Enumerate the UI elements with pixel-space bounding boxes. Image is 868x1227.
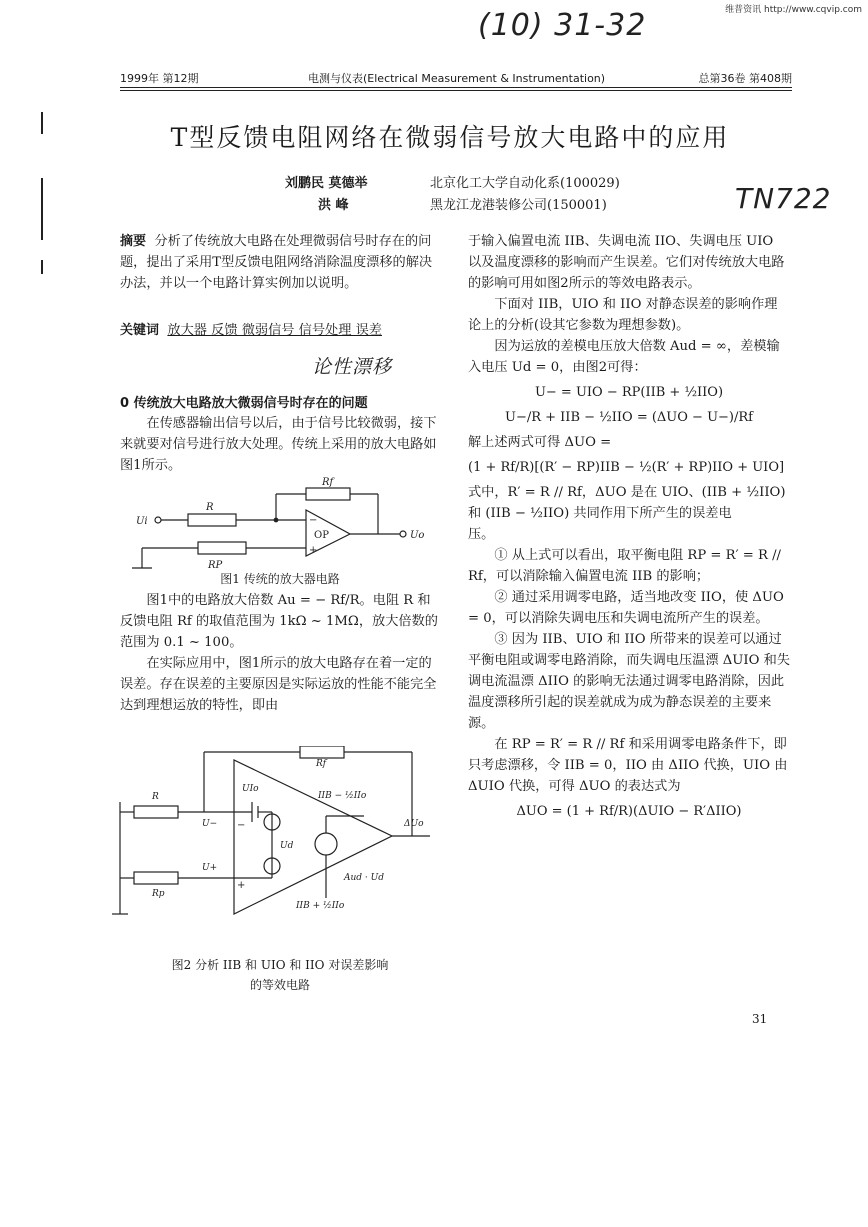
figure-2-caption-line2: 的等效电路 — [249, 978, 310, 992]
fig2-label-i-bot: IIB + ½IIo — [296, 901, 345, 911]
handwritten-page-ref: (10) 31-32 — [478, 8, 647, 43]
margin-mark — [41, 112, 43, 134]
paragraph: 下面对 IIB，UIO 和 IIO 对静态误差的影响作理论上的分析(设其它参数为理想参数)。 — [468, 297, 778, 333]
fig2-label-rp: Rp — [152, 889, 165, 899]
equation-3: (1 + Rf/R)[(R′ − RP)IIB − ½(R′ + RP)IIO + UIO] — [468, 460, 785, 475]
paragraph: 在传感器输出信号以后，由于信号比较微弱，接下来就要对信号进行放大处理。传统上采用的放大电路如图1所示。 — [120, 416, 437, 473]
list-item: ③ 因为 IIB、UIO 和 IIO 所带来的误差可以通过平衡电阻或调零电路消除，而失调电压温漂 ΔUIO 和失调电流温漂 ΔIIO 的影响无法通过调零电路消除，因此温度漂移所引起的误差就成为成为静态误差的主要来源。 — [468, 632, 790, 731]
fig2-label-uio: UIo — [242, 784, 259, 794]
left-body — [120, 590, 442, 716]
fig1-label-rf: Rf — [322, 477, 334, 488]
paragraph: 因为运放的差模电压放大倍数 Aud = ∞，差模输入电压 Ud = 0，由图2可得： — [468, 339, 780, 375]
header-rule — [120, 90, 792, 91]
paragraph: 图1中的电路放大倍数 Au = − Rf/R。电阻 R 和反馈电阻 Rf 的取值范围为 1kΩ ~ 1MΩ，放大倍数的范围为 0.1 ~ 100。 — [120, 593, 438, 650]
handwritten-note: 论性漂移 — [312, 356, 393, 378]
handwritten-class-code: TN722 — [735, 182, 832, 215]
author-affiliation-2: 黑龙江龙港装修公司(150001) — [430, 198, 607, 213]
page-number: 31 — [752, 1012, 768, 1026]
fig1-plus: + — [309, 545, 318, 556]
running-header — [120, 70, 792, 86]
abstract-text: 分析了传统放大电路在处理微弱信号时存在的问题，提出了采用T型反馈电阻网络消除温度漂移的解决办法，并以一个电路计算实例加以说明。 — [120, 234, 433, 291]
fig2-label-ud: Ud — [280, 841, 294, 851]
fig1-label-uo: Uo — [410, 530, 425, 541]
margin-mark — [41, 178, 43, 240]
paper-title: T型反馈电阻网络在微弱信号放大电路中的应用 — [170, 123, 730, 152]
paragraph: 于输入偏置电流 IIB、失调电流 IIO、失调电压 UIO 以及温度漂移的影响而产生误差。它们对传统放大电路的影响可用如图2所示的等效电路表示。 — [468, 234, 785, 291]
figure-2-caption — [120, 955, 440, 995]
list-item: ① 从上式可以看出，取平衡电阻 RP = R′ = R // Rf，可以消除输入偏置电流 IIB 的影响； — [468, 548, 781, 584]
paragraph: 和 (IIB − ½IIO) 共同作用下所产生的误差电 — [468, 506, 732, 521]
fig2-label-rf: Rf — [316, 759, 327, 769]
keywords-label: 关键词 — [120, 323, 160, 338]
fig1-label-r: R — [206, 502, 214, 513]
figure-2-equivalent-circuit — [112, 746, 442, 926]
fig1-minus: − — [309, 515, 318, 526]
watermark: 维普资讯 http://www.cqvip.com — [725, 5, 862, 15]
fig1-label-rp: RP — [208, 560, 223, 571]
fig2-minus: − — [237, 820, 246, 831]
header-volume: 总第36卷 第408期 — [698, 72, 792, 85]
header-rule — [120, 87, 792, 88]
equation-1: U− = UIO − RP(IIB + ½IIO) — [534, 385, 724, 400]
paragraph: 式中，R′ = R // Rf，ΔUO 是在 UIO、(IIB + ½IIO) — [468, 485, 786, 500]
fig1-label-op: OP — [314, 530, 329, 541]
right-column — [468, 231, 790, 826]
header-issue: 1999年 第12期 — [120, 72, 199, 85]
fig2-label-i-top: IIB − ½IIo — [318, 791, 367, 801]
abstract-label: 摘要 — [120, 234, 147, 249]
fig2-label-u-plus: U+ — [202, 863, 218, 873]
fig2-label-duo: ΔUo — [404, 819, 424, 829]
margin-mark — [41, 260, 43, 274]
section-heading: 0 传统放大电路放大微弱信号时存在的问题 — [120, 396, 368, 411]
equation-2: U−/R + IIB − ½IIO = (ΔUO − U−)/Rf — [505, 410, 753, 425]
list-item: ② 通过采用调零电路，适当地改变 IIO，使 ΔUO = 0，可以消除失调电压和失调电流所产生的误差。 — [468, 590, 784, 626]
paragraph: 压。 — [468, 527, 495, 542]
paragraph: 在 RP = R′ = R // Rf 和采用调零电路条件下，即只考虑漂移，令 IIB = 0，IIO 由 ΔIIO 代换，UIO 由 ΔUIO 代换，可得 ΔUO 的表达式为 — [468, 737, 788, 794]
keywords-text: 放大器 反馈 微弱信号 信号处理 误差 — [167, 323, 382, 338]
abstract — [120, 231, 442, 294]
figure-2-caption-line1: 图2 分析 IIB 和 UIO 和 IIO 对误差影响 — [171, 958, 389, 972]
author-affiliation-1: 北京化工大学自动化系(100029) — [430, 176, 620, 191]
keywords — [120, 320, 442, 341]
fig2-plus: + — [237, 880, 246, 891]
fig2-label-u-minus: U− — [202, 819, 218, 829]
figure-1-circuit — [128, 476, 438, 576]
figure-1-caption: 图1 传统的放大器电路 — [220, 572, 340, 586]
fig1-label-ui: Ui — [136, 516, 148, 527]
equation-4: ΔUO = (1 + Rf/R)(ΔUIO − R′ΔIIO) — [516, 804, 742, 819]
author-names-2: 洪 峰 — [318, 198, 349, 213]
paragraph: 在实际应用中，图1所示的放大电路存在着一定的误差。存在误差的主要原因是实际运放的性能不能完全达到理想运放的特性，即由 — [120, 656, 437, 713]
header-journal: 电测与仪表(Electrical Measurement & Instrumentation) — [308, 72, 606, 85]
section0-paragraph — [120, 413, 442, 476]
paragraph: 解上述两式可得 ΔUO = — [468, 435, 612, 450]
author-names-1: 刘鹏民 莫德举 — [285, 176, 368, 191]
fig2-label-r: R — [152, 792, 159, 802]
fig2-label-aud: Aud · Ud — [344, 873, 384, 883]
